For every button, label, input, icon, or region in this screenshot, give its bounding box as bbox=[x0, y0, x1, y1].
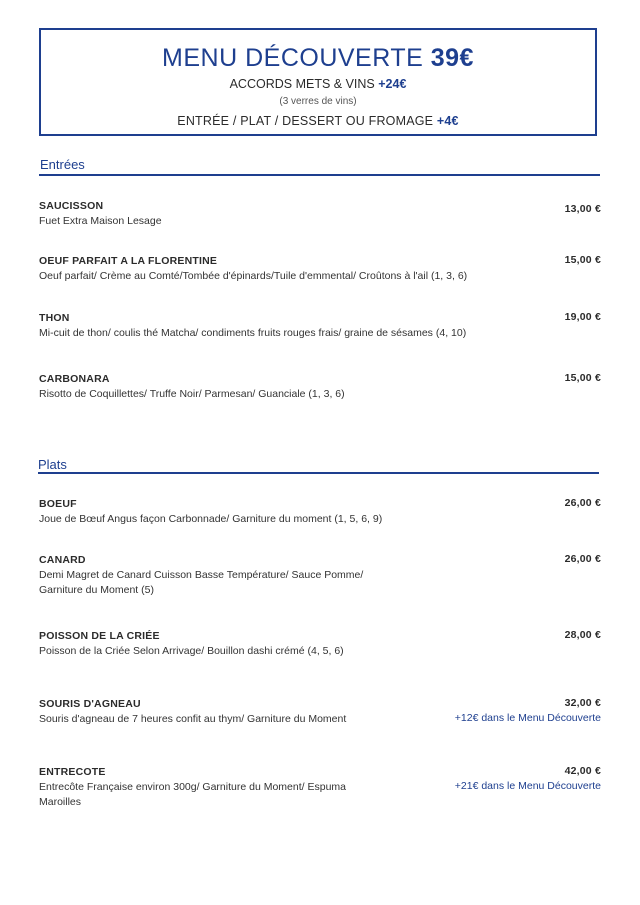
courses-line bbox=[41, 112, 595, 130]
item-description: Mi-cuit de thon/ coulis thé Matcha/ condiments fruits rouges frais/ graine de sésames (4, 10) bbox=[39, 327, 467, 339]
menu-item bbox=[39, 553, 601, 598]
item-name: OEUF PARFAIT A LA FLORENTINE bbox=[39, 255, 218, 267]
menu-item bbox=[39, 199, 601, 229]
item-name: CANARD bbox=[39, 554, 86, 566]
menu-title bbox=[41, 42, 595, 74]
item-name: CARBONARA bbox=[39, 373, 110, 385]
wine-pairing-price: +24€ bbox=[378, 77, 407, 91]
item-price: 42,00 € bbox=[564, 765, 601, 777]
item-description: Joue de Bœuf Angus façon Carbonnade/ Garniture du moment (1, 5, 6, 9) bbox=[39, 513, 383, 525]
item-description: Souris d'agneau de 7 heures confit au thym/ Garniture du Moment bbox=[39, 713, 347, 725]
menu-decouverte-box bbox=[39, 28, 597, 136]
section-divider-plats bbox=[38, 472, 599, 474]
item-description: Risotto de Coquillettes/ Truffe Noir/ Parmesan/ Guanciale (1, 3, 6) bbox=[39, 388, 345, 400]
glasses-note: (3 verres de vins) bbox=[279, 96, 357, 107]
item-price: 26,00 € bbox=[564, 553, 601, 565]
item-description: Poisson de la Criée Selon Arrivage/ Bouillon dashi crémé (4, 5, 6) bbox=[39, 645, 344, 657]
item-price: 19,00 € bbox=[564, 311, 601, 323]
item-name: POISSON DE LA CRIÉE bbox=[39, 630, 160, 642]
menu-decouverte-supplement: +12€ dans le Menu Découverte bbox=[454, 712, 601, 724]
menu-item bbox=[39, 254, 601, 284]
item-description: Oeuf parfait/ Crème au Comté/Tombée d'épinards/Tuile d'emmental/ Croûtons à l'ail (1, 3, 6) bbox=[39, 270, 468, 282]
item-description-line-2: Garniture du Moment (5) bbox=[39, 584, 154, 596]
item-name: SOURIS D'AGNEAU bbox=[39, 698, 141, 710]
item-name: BOEUF bbox=[39, 498, 77, 510]
item-price: 15,00 € bbox=[564, 254, 601, 266]
section-title-entrees: Entrées bbox=[40, 157, 85, 172]
menu-decouverte-supplement: +21€ dans le Menu Découverte bbox=[454, 780, 601, 792]
courses-label: ENTRÉE / PLAT / DESSERT OU FROMAGE bbox=[177, 114, 434, 128]
section-divider-entrees bbox=[39, 174, 600, 176]
menu-item bbox=[39, 311, 601, 341]
menu-item bbox=[39, 629, 601, 659]
menu-title-text: MENU DÉCOUVERTE bbox=[162, 44, 424, 72]
item-description-line-2: Maroilles bbox=[39, 796, 82, 808]
wine-pairing-label: ACCORDS METS & VINS bbox=[229, 77, 375, 91]
item-name: THON bbox=[39, 312, 70, 324]
wine-pairing-line bbox=[41, 75, 595, 93]
menu-item bbox=[39, 697, 601, 727]
item-price: 26,00 € bbox=[564, 497, 601, 509]
item-price: 32,00 € bbox=[564, 697, 601, 709]
menu-item bbox=[39, 765, 601, 810]
item-price: 28,00 € bbox=[564, 629, 601, 641]
menu-title-price: 39€ bbox=[430, 44, 474, 72]
item-name: SAUCISSON bbox=[39, 200, 104, 212]
item-description-line-1: Demi Magret de Canard Cuisson Basse Température/ Sauce Pomme/ bbox=[39, 569, 364, 581]
menu-item bbox=[39, 497, 601, 527]
courses-price: +4€ bbox=[436, 114, 459, 128]
item-price: 13,00 € bbox=[564, 203, 601, 215]
item-description-line-1: Entrecôte Française environ 300g/ Garniture du Moment/ Espuma bbox=[39, 781, 346, 793]
menu-item bbox=[39, 372, 601, 402]
section-title-plats: Plats bbox=[38, 457, 67, 472]
item-name: ENTRECOTE bbox=[39, 766, 106, 778]
item-price: 15,00 € bbox=[564, 372, 601, 384]
item-description: Fuet Extra Maison Lesage bbox=[39, 215, 162, 227]
